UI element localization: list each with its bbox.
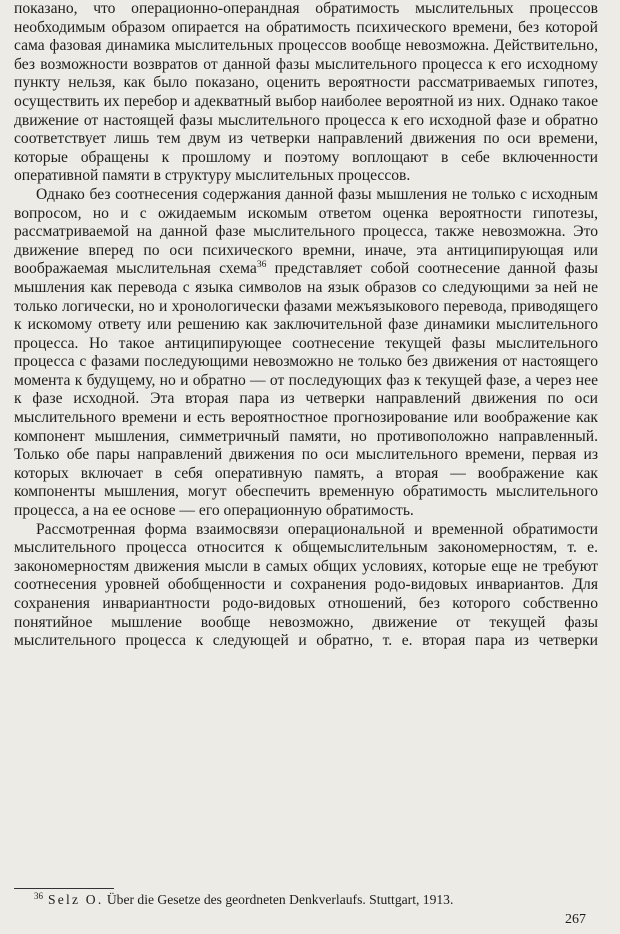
footnote-author: Selz O. [48, 892, 104, 907]
footnote-text: Über die Gesetze des geordneten Denkverlaufs. Stuttgart, 1913. [106, 892, 454, 907]
paragraph [14, 186, 598, 521]
main-text [14, 0, 598, 651]
footnote-divider [14, 888, 114, 889]
page-number: 267 [565, 912, 586, 927]
paragraph-text: представляет собой соотнесение данной фазы мышления как перевода с языка символов на язык образов со следующими за ней не только логически, но и хронологически фазами межъязыкового перевода, приводящего к искомому ответу или решению как заключительной фазе динамики мыслительного процесса. Но такое антиципирующее соотнесение текущей фазы мыслительного процесса с фазами последующими невозможно не только без движения от настоящего момента к будущему, но и обратно — от последующих фаз к текущей фазе, а через нее к фазе исходной. Эта вторая пара из четверки направлений движения по оси мыслительного времени и есть вероятностное прогнозирование или воображение как компонент мышления, симметричный памяти, но противоположно направленный. Только обе пары направлений движения по оси мыслительного времени, первая из которых включает в себя оперативную память, а вторая — воображение как компоненты мышления, могут обеспечить временную обратимость мыслительного процесса, а на ее основе — его операционную обратимость. [14, 260, 598, 520]
paragraph: Рассмотренная форма взаимосвязи операциональной и временной обратимости мыслительного процесса относится к общемыслительным закономерностям, т. е. закономерностям движения мысли в самых общих условиях, которые еще не требуют соотнесения уровней обобщенности и сохранения родо-видовых инвариантов. Для сохранения инвариантности родо-видовых отношений, без которого собственно понятийное мышление вообще невозможно, движение от текущей фазы мыслительного процесса к следующей и обратно, т. е. вторая пара из четверки [14, 520, 598, 650]
footnote-reference: 36 [256, 260, 267, 271]
footnote [34, 891, 600, 908]
paragraph-continued: показано, что операционно-операндная обратимость мыслительных процессов необходимым образом опирается на обратимость психического времени, без которой сама фазовая динамика мыслительных процессов вообще невозможна. Действительно, без возможности возвратов от данной фазы мыслительного процесса к его исходному пункту нельзя, как было показано, оценить вероятности рассматриваемых гипотез, осуществить их перебор и адекватный выбор наиболее вероятной из них. Однако такое движение от настоящей фазы мыслительного процесса к его исходной фазе и обратно соответствует лишь тем двум из четверки направлений движения по оси времени, которые обращены к прошлому и поэтому воплощают в себе включенности оперативной памяти в структуру мыслительных процессов. [14, 0, 598, 185]
footnote-mark: 36 [34, 891, 43, 901]
paragraph-text: Однако без соотнесения содержания данной фазы мышления не только с исходным вопросом, но и с ожидаемым искомым ответом оценка вероятности гипотезы, рассматриваемой на данной фазе мыслительного процесса, также невозможна. Это движение вперед по оси психического времни, иначе, эта антиципирующая или воображаемая мыслительная схема [14, 185, 598, 278]
